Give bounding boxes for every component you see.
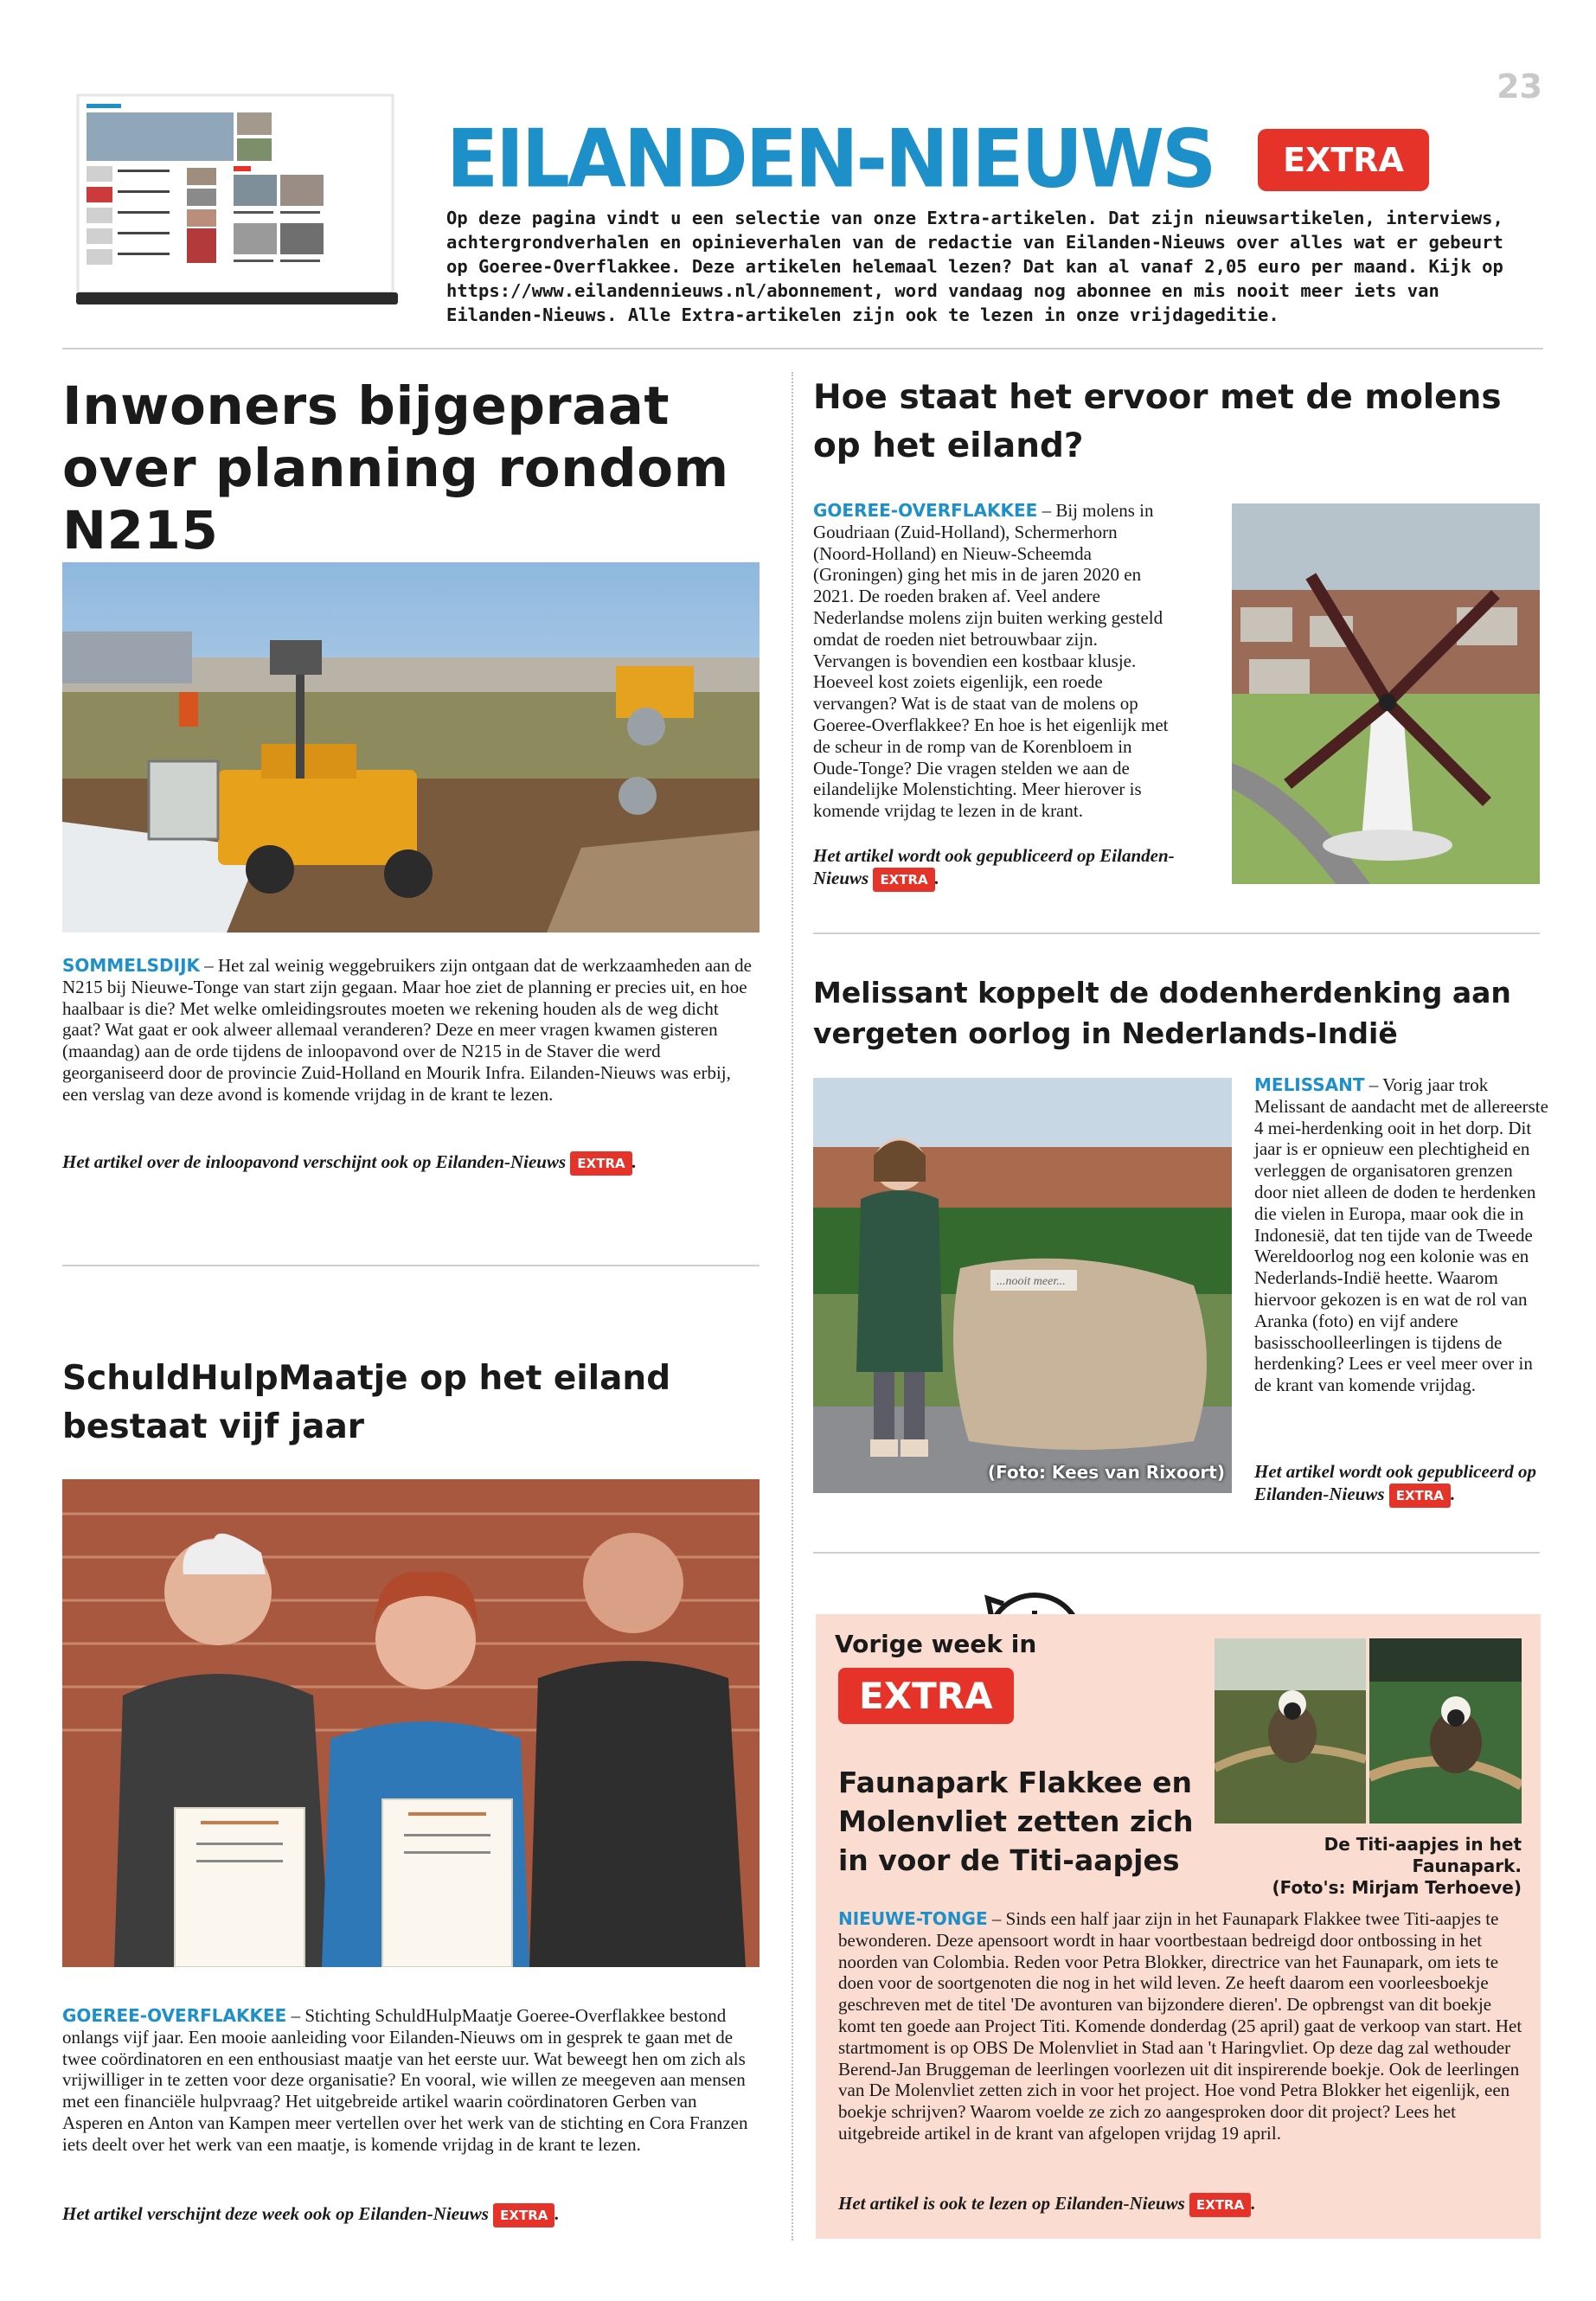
masthead-extra-badge: EXTRA [1258, 129, 1429, 191]
page-number: 23 [1497, 67, 1542, 106]
titi-note-text: Het artikel is ook te lezen op Eilanden-Nieuws [838, 2193, 1185, 2214]
molens-note-text: Het artikel wordt ook gepubliceerd op Eilanden-Nieuws [813, 845, 1175, 888]
molens-note: Het artikel wordt ook gepubliceerd op Eilanden-Nieuws EXTRA . [813, 844, 1194, 892]
schuldhulp-extra-badge[interactable]: EXTRA [493, 2203, 554, 2227]
vorige-week-extra-badge[interactable]: EXTRA [838, 1668, 1014, 1724]
melissant-headline: Melissant koppelt de dodenherdenking aan vergeten oorlog in Nederlands-Indië [813, 976, 1511, 1050]
titi-headline: Faunapark Flakkee en Molenvliet zetten zich in voor de Titi-aapjes [838, 1766, 1194, 1877]
schuldhulp-photo [62, 1479, 760, 1967]
n215-body-text: – Het zal weinig weggebruikers zijn ontgaan dat de werkzaamheden aan de N215 bij Nieuwe-Tonge van start zijn gegaan. Maar hoe ziet de planning er precies uit, en hoe haalbaar is die? Met welke omleidingsroutes moeten we rekening houden als de weg dicht gaat? Wat gaat er ook alweer allemaal veranderen? Deze en meer vragen kwamen gisteren (maandag) aan de orde tijdens de inloopavond over de N215 in de Staver die werd georganiseerd door de provincie Zuid-Holland en Mourik Infra. Eilanden-Nieuws was erbij, een verslag van deze avond is komende vrijdag in de krant te lezen. [62, 955, 752, 1105]
melissant-photo [813, 1078, 1232, 1493]
schuldhulp-headline: SchuldHulpMaatje op het eiland bestaat vijf jaar [62, 1359, 671, 1446]
molens-headline: Hoe staat het ervoor met de molens op het eiland? [813, 378, 1502, 465]
laptop-icon [76, 93, 398, 308]
n215-note-text: Het artikel over de inloopavond verschijnt ook op Eilanden-Nieuws [62, 1151, 567, 1172]
vorige-week-box [816, 1614, 1541, 2239]
n215-body [62, 955, 760, 1106]
schuldhulp-note-text: Het artikel verschijnt deze week ook op Eilanden-Nieuws [62, 2203, 489, 2224]
masthead-logo: EILANDEN-NIEUWS [446, 112, 1215, 206]
titi-body-text: – Sinds een half jaar zijn in het Faunapark Flakkee twee Titi-aapjes te bewonderen. Deze apensoort wordt in haar voortbestaan bedreigd door ontbossing in het noorden van Colombia. Reden voor Petra Blokker, directrice van het Faunapark, om iets te doen voor de soortgenoten die nog in het wild leven. Ze heeft daarom een voorleesboekje geschreven met de titel 'De avonturen van bijzondere dieren'. De opbrengst van dit boekje komt ten goede aan Project Titi. Komende donderdag (25 april) gaat de verkoop van start. Het startmoment is op OBS De Molenvliet in Stad aan 't Haringvliet. Op deze dag zal wethouder Berend-Jan Bruggeman de leerlingen voorlezen uit dit inspirerende boekje. Ook de leerlingen van De Molenvliet zetten zich in voor het project. Hoe vond Petra Blokker het eigenlijk, een boekje schrijven? Waarom voelde ze zich zo aangesproken door dit project? Lees het uitgebreide artikel in de krant van afgelopen vrijdag 19 april. [838, 1908, 1522, 2144]
melissant-photo-credit: (Foto: Kees van Rixoort) [987, 1462, 1225, 1483]
titi-photo-right [1369, 1638, 1522, 1823]
molens-body-text: – Bij molens in Goudriaan (Zuid-Holland), Schermerhorn (Noord-Holland) en Nieuw-Scheemda (Groningen) ging het mis in de jaren 2020 en 2021. De roeden braken af. Veel andere Nederlandse molens zijn buiten werking gesteld omdat de roeden niet betrouwbaar zijn. Vervangen is bovendien een kostbaar klusje. Hoeveel kost zoiets eigenlijk, een roede vervangen? Wat is de staat van de molens op Goeree-Overflakkee? En hoe is het eigenlijk met de scheur in de romp van de Korenbloem in Oude-Tonge? Die vragen stelden we aan de eilandelijke Molenstichting. Meer hierover is komende vrijdag te lezen in de krant. [813, 500, 1169, 822]
titi-caption [1215, 1834, 1522, 1899]
vorige-week-kicker: Vorige week in [835, 1630, 1037, 1658]
schuldhulp-dateline: GOEREE-OVERFLAKKEE [62, 2005, 287, 2026]
molens-photo [1232, 503, 1540, 884]
left-divider [62, 1265, 760, 1266]
melissant-dateline: MELISSANT [1254, 1074, 1365, 1095]
molens-dateline: GOEREE-OVERFLAKKEE [813, 500, 1038, 521]
n215-note: Het artikel over de inloopavond verschijnt ook op Eilanden-Nieuws EXTRA . [62, 1150, 760, 1176]
melissant-extra-badge[interactable]: EXTRA [1389, 1484, 1451, 1508]
titi-extra-badge[interactable]: EXTRA [1189, 2193, 1251, 2217]
titi-dateline: NIEUWE-TONGE [838, 1908, 988, 1929]
schuldhulp-body-text: – Stichting SchuldHulpMaatje Goeree-Overflakkee bestond onlangs vijf jaar. Een mooie aanleiding voor Eilanden-Nieuws om in gesprek te gaan met de twee coördinatoren en een enthousiast maatje van het eerste uur. Wat beweegt hen om zich als vrijwilliger in te zetten voor deze organisatie? En vooral, wie willen ze meegeven aan mensen met een financiële hulpvraag? Het uitgebreide artikel waarin coördinatoren Gerben van Asperen en Anton van Kampen meer vertellen over het werk van de stichting en Cora Franzen iets deelt over het werk van een maatje, is komende vrijdag in de krant te lezen. [62, 2005, 748, 2155]
n215-photo [62, 562, 760, 933]
molens-body [813, 500, 1176, 822]
melissant-note: Het artikel wordt ook gepubliceerd op Eilanden-Nieuws EXTRA . [1254, 1460, 1548, 1508]
right-divider-1 [813, 933, 1540, 934]
column-divider [792, 372, 793, 2240]
titi-photo-left [1215, 1638, 1366, 1823]
n215-dateline: SOMMELSDIJK [62, 955, 201, 976]
melissant-body [1254, 1074, 1548, 1396]
schuldhulp-body [62, 2005, 760, 2156]
right-divider-2 [813, 1552, 1540, 1554]
molens-extra-badge[interactable]: EXTRA [873, 868, 934, 892]
n215-extra-badge[interactable]: EXTRA [570, 1151, 631, 1176]
top-divider [62, 348, 1543, 349]
laptop-illustration [76, 93, 398, 308]
melissant-body-text: – Vorig jaar trok Melissant de aandacht met de allereerste 4 mei-herdenking ooit in het dorp. Dit jaar is er opnieuw een plechtigheid en verleggen de organisatoren grenzen door niet alleen de doden te herdenken die vielen in Europa, maar ook die in Indonesië, dat ten tijde van de Tweede Wereldoorlog nog een kolonie was en Nederlands-Indië heette. Waarom hiervoor gekozen is en wat de rol van Aranka (foto) en vijf andere basisschoolleerlingen is tijdens de herdenking? Lees er veel meer over in de krant van komende vrijdag. [1254, 1074, 1548, 1396]
melissant-note-text: Het artikel wordt ook gepubliceerd op Eilanden-Nieuws [1254, 1461, 1537, 1504]
titi-body [838, 1908, 1523, 2144]
titi-caption-line1: De Titi-aapjes in het Faunapark. [1324, 1834, 1522, 1876]
intro-text: Op deze pagina vindt u een selectie van onze Extra-artikelen. Dat zijn nieuwsartikelen, interviews, achtergrondverhalen en opinieverhalen van de redactie van Eilanden-Nieuws over alles wat er gebeurt op Goeree-Overflakkee. Deze artikelen helemaal lezen? Dat kan al vanaf 2,05 euro per maand. Kijk op https://www.eilandennieuws.nl/abonnement, word vandaag nog abonnee en mis nooit meer iets van Eilanden-Nieuws. Alle Extra-artikelen zijn ook te lezen in onze vrijdageditie. [446, 208, 1503, 325]
schuldhulp-note: Het artikel verschijnt deze week ook op Eilanden-Nieuws EXTRA . [62, 2202, 760, 2227]
stone-plaque-text: ...nooit meer... [997, 1275, 1066, 1288]
titi-note: Het artikel is ook te lezen op Eilanden-Nieuws EXTRA . [838, 2192, 1523, 2217]
titi-caption-line2: (Foto's: Mirjam Terhoeve) [1272, 1877, 1522, 1898]
n215-headline: Inwoners bijgepraat over planning rondom N215 [62, 375, 729, 561]
